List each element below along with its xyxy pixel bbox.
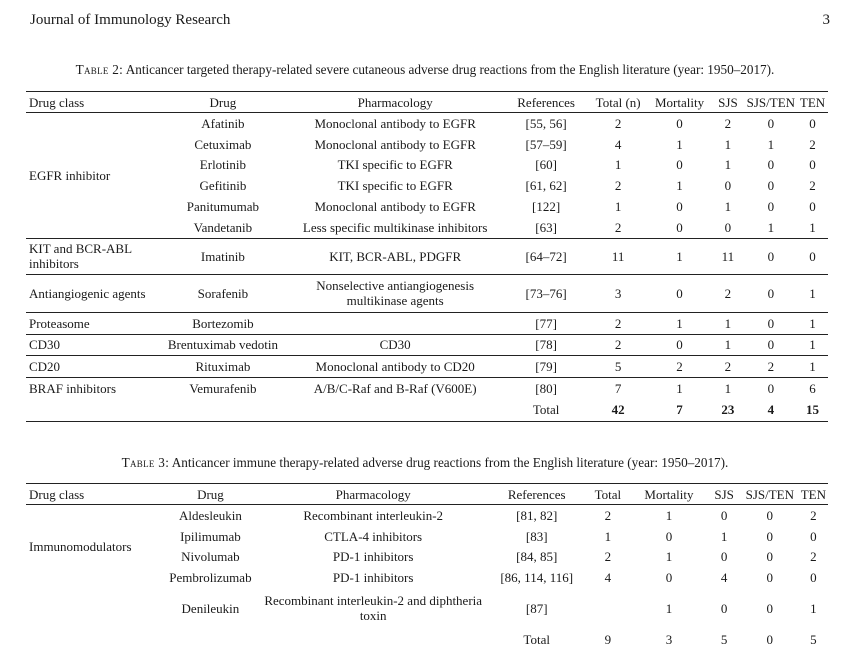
mortality-cell: 1 — [676, 136, 683, 152]
references-cell: [55, 56] — [525, 115, 567, 131]
table-row — [26, 378, 828, 399]
references-cell: [84, 85] — [516, 549, 558, 565]
sjs-cell: 1 — [711, 334, 744, 356]
ten-cell: 6 — [797, 378, 828, 399]
pharmacology-cell: CTLA-4 inhibitors — [324, 528, 423, 544]
references-cell: [79] — [504, 356, 589, 378]
col-sjs: SJS — [711, 92, 744, 113]
ten-cell: 2 — [810, 549, 817, 565]
drug-cell: Imatinib — [159, 238, 286, 274]
table-row — [26, 356, 828, 378]
drug-class-cell: Immunomodulators — [29, 539, 132, 555]
total-cell: 7 — [588, 378, 647, 399]
drug-class-cell: BRAF inhibitors — [26, 378, 159, 399]
pharmacology-cell: Monoclonal antibody to CD20 — [287, 356, 504, 378]
references-cell: [63] — [535, 219, 557, 235]
ten-cell: 2 — [809, 136, 816, 152]
total-cell: 9 — [604, 631, 612, 647]
total-cell: 2 — [614, 115, 622, 131]
pharmacology-cell: PD-1 inhibitors — [332, 570, 414, 586]
sjs-ten-cell: 0 — [745, 378, 797, 399]
table-row — [26, 238, 828, 274]
ten-cell: 1 — [797, 356, 828, 378]
ten-cell: 0 — [810, 528, 817, 544]
ten-cell: 2 — [809, 178, 816, 194]
drug-cell: Erlotinib — [199, 157, 247, 173]
mortality-cell: 0 — [648, 274, 711, 312]
ten-cell: 5 — [810, 631, 817, 647]
sjs-ten-cell: 4 — [745, 399, 797, 422]
drug-cell: Vemurafenib — [159, 378, 286, 399]
sjs-ten-cell: 0 — [766, 549, 774, 565]
sjs-ten-cell: 0 — [766, 507, 774, 523]
sjs-ten-cell: 0 — [767, 178, 775, 194]
references-cell: [77] — [504, 312, 589, 334]
total-label: Total — [504, 399, 589, 422]
drug-cell: Ipilimumab — [180, 528, 241, 544]
col-drug-class: Drug class — [26, 484, 163, 505]
sjs-cell: 1 — [724, 199, 732, 215]
pharmacology-cell: Recombinant interleukin-2 — [303, 507, 444, 523]
mortality-cell: 0 — [665, 528, 673, 544]
running-head — [30, 12, 830, 29]
pharmacology-cell: Recombinant interleukin-2 and diphtheria toxin — [264, 593, 483, 624]
ten-cell: 1 — [809, 219, 816, 235]
drug-cell: Sorafenib — [159, 274, 286, 312]
drug-class-cell: Antiangiogenic agents — [26, 274, 159, 312]
sjs-ten-cell: 0 — [745, 334, 797, 356]
references-cell: [83] — [525, 528, 548, 544]
table-row — [26, 334, 828, 356]
drug-class-cell: CD30 — [26, 334, 159, 356]
drug-cell: Panitumumab — [186, 199, 260, 215]
total-cell: 1 — [614, 157, 622, 173]
total-cell: 1 — [604, 528, 612, 544]
drug-class-cell: CD20 — [26, 356, 159, 378]
col-pharmacology: Pharmacology — [287, 92, 504, 113]
col-ten: TEN — [799, 484, 828, 505]
sjs-cell: 0 — [724, 219, 732, 235]
mortality-cell: 0 — [665, 570, 673, 586]
references-cell: [87] — [525, 600, 548, 616]
drug-class-cell: EGFR inhibitor — [29, 167, 111, 183]
total-label: Total — [523, 631, 550, 647]
drug-cell: Cetuximab — [194, 136, 252, 152]
col-sjs: SJS — [707, 484, 741, 505]
table-row — [26, 274, 828, 312]
mortality-cell: 7 — [648, 399, 711, 422]
mortality-cell: 0 — [676, 199, 683, 215]
mortality-cell: 0 — [676, 157, 683, 173]
pharmacology-cell: TKI specific to EGFR — [337, 157, 453, 173]
table3-label: Table 3: — [121, 455, 170, 470]
total-cell: 3 — [588, 274, 647, 312]
references-cell: [122] — [532, 199, 561, 215]
table2-header-row — [26, 92, 828, 113]
pharmacology-cell — [287, 312, 504, 334]
drug-cell: Aldesleukin — [179, 507, 242, 523]
journal-title: Journal of Immunology Research — [30, 12, 231, 28]
sjs-ten-cell: 1 — [767, 136, 775, 152]
col-mortality: Mortality — [648, 92, 711, 113]
sjs-ten-cell: 0 — [766, 528, 774, 544]
ten-cell: 0 — [809, 157, 816, 173]
mortality-cell: 1 — [648, 378, 711, 399]
ten-cell: 0 — [809, 199, 816, 215]
drug-cell: Pembrolizumab — [169, 570, 252, 586]
ten-cell: 1 — [797, 274, 828, 312]
pharmacology-cell: Monoclonal antibody to EGFR — [314, 115, 476, 131]
ten-cell: 1 — [797, 334, 828, 356]
col-sjs-ten: SJS/TEN — [745, 92, 797, 113]
sjs-cell: 1 — [724, 157, 732, 173]
col-total: Total (n) — [588, 92, 647, 113]
total-cell: 4 — [604, 570, 612, 586]
table-row — [26, 588, 828, 628]
drug-cell: Vandetanib — [193, 219, 253, 235]
sjs-ten-cell: 0 — [745, 238, 797, 274]
col-references: References — [488, 484, 585, 505]
table-row — [26, 312, 828, 334]
ten-cell: 0 — [797, 238, 828, 274]
sjs-ten-cell: 0 — [767, 157, 775, 173]
page-number: 3 — [822, 12, 830, 28]
ten-cell: 0 — [809, 115, 816, 131]
col-sjs-ten: SJS/TEN — [741, 484, 799, 505]
pharmacology-cell: Monoclonal antibody to EGFR — [314, 136, 476, 152]
mortality-cell: 1 — [648, 312, 711, 334]
drug-cell: Bortezomib — [159, 312, 286, 334]
total-cell: 2 — [614, 178, 622, 194]
mortality-cell: 1 — [665, 600, 673, 616]
mortality-cell: 3 — [665, 631, 673, 647]
sjs-cell: 11 — [711, 238, 744, 274]
sjs-cell: 1 — [711, 312, 744, 334]
table2-total-row — [26, 399, 828, 422]
mortality-cell: 1 — [665, 507, 673, 523]
drug-cell: Rituximab — [159, 356, 286, 378]
references-cell: [60] — [535, 157, 557, 173]
total-cell: 5 — [588, 356, 647, 378]
sjs-ten-cell: 0 — [767, 115, 775, 131]
col-drug: Drug — [159, 92, 286, 113]
table3-total-row — [26, 628, 828, 650]
total-cell: 2 — [604, 507, 612, 523]
table3-caption — [0, 455, 850, 471]
sjs-cell: 2 — [724, 115, 732, 131]
references-cell: [61, 62] — [525, 178, 567, 194]
drug-cell: Brentuximab vedotin — [159, 334, 286, 356]
drug-class-cell: Proteasome — [26, 312, 159, 334]
sjs-ten-cell: 1 — [767, 219, 775, 235]
total-cell: 2 — [614, 219, 622, 235]
pharmacology-cell: Nonselective antiangiogenesis multikinase agents — [287, 274, 504, 312]
pharmacology-cell: Less specific multikinase inhibitors — [302, 219, 488, 235]
sjs-ten-cell: 0 — [766, 570, 774, 586]
table2 — [26, 91, 828, 422]
sjs-cell: 0 — [724, 178, 732, 194]
sjs-ten-cell: 2 — [745, 356, 797, 378]
references-cell: [73–76] — [504, 274, 589, 312]
sjs-cell: 1 — [720, 528, 728, 544]
table-row — [26, 113, 828, 134]
total-cell: 2 — [588, 312, 647, 334]
sjs-cell: 4 — [720, 570, 728, 586]
sjs-cell: 0 — [720, 600, 728, 616]
references-cell: [86, 114, 116] — [500, 570, 574, 586]
drug-cell: Nivolumab — [181, 549, 240, 565]
table3 — [26, 483, 828, 650]
sjs-cell: 5 — [720, 631, 728, 647]
ten-cell: 0 — [810, 570, 817, 586]
sjs-cell: 2 — [711, 274, 744, 312]
col-mortality: Mortality — [631, 484, 708, 505]
pharmacology-cell: Monoclonal antibody to EGFR — [314, 199, 476, 215]
drug-class-cell: KIT and BCR-ABL inhibitors — [26, 238, 159, 274]
mortality-cell: 1 — [676, 178, 683, 194]
pharmacology-cell: CD30 — [287, 334, 504, 356]
references-cell: [78] — [504, 334, 589, 356]
table2-label: Table 2: — [75, 62, 124, 77]
total-cell: 2 — [604, 549, 612, 565]
drug-cell: Afatinib — [201, 115, 245, 131]
col-pharmacology: Pharmacology — [258, 484, 488, 505]
ten-cell: 1 — [810, 600, 817, 616]
sjs-cell: 23 — [711, 399, 744, 422]
mortality-cell: 1 — [648, 238, 711, 274]
ten-cell: 2 — [810, 507, 817, 523]
table2-caption — [0, 62, 850, 78]
references-cell: [80] — [504, 378, 589, 399]
sjs-cell: 1 — [724, 136, 732, 152]
sjs-cell: 1 — [711, 378, 744, 399]
mortality-cell: 2 — [648, 356, 711, 378]
sjs-cell: 0 — [720, 507, 728, 523]
references-cell: [81, 82] — [516, 507, 558, 523]
total-cell: 4 — [614, 136, 622, 152]
total-cell: 1 — [614, 199, 622, 215]
mortality-cell: 0 — [676, 219, 683, 235]
col-references: References — [504, 92, 589, 113]
table3-caption-text: Anticancer immune therapy-related adverse drug reactions from the English literature (year: 1950–2017). — [171, 455, 729, 470]
col-total: Total — [585, 484, 630, 505]
total-cell: 42 — [588, 399, 647, 422]
drug-cell: Denileukin — [181, 600, 240, 616]
mortality-cell: 0 — [648, 334, 711, 356]
pharmacology-cell: TKI specific to EGFR — [337, 178, 453, 194]
mortality-cell: 1 — [665, 549, 673, 565]
sjs-ten-cell: 0 — [767, 199, 775, 215]
pharmacology-cell: PD-1 inhibitors — [332, 549, 414, 565]
pharmacology-cell: A/B/C-Raf and B-Raf (V600E) — [287, 378, 504, 399]
table-row — [26, 505, 828, 526]
col-drug-class: Drug class — [26, 92, 159, 113]
col-ten: TEN — [797, 92, 828, 113]
references-cell: [57–59] — [525, 136, 567, 152]
mortality-cell: 0 — [676, 115, 683, 131]
total-cell: 11 — [588, 238, 647, 274]
table2-caption-text: Anticancer targeted therapy-related severe cutaneous adverse drug reactions from the English literature (year: 1950–2017). — [125, 62, 775, 77]
pharmacology-cell: KIT, BCR-ABL, PDGFR — [287, 238, 504, 274]
sjs-ten-cell: 0 — [766, 631, 774, 647]
total-cell — [585, 588, 630, 628]
drug-cell: Gefitinib — [199, 178, 247, 194]
sjs-cell: 2 — [711, 356, 744, 378]
sjs-ten-cell: 0 — [745, 274, 797, 312]
ten-cell: 15 — [797, 399, 828, 422]
table3-header-row — [26, 484, 828, 505]
references-cell: [64–72] — [504, 238, 589, 274]
total-cell: 2 — [588, 334, 647, 356]
sjs-cell: 0 — [720, 549, 728, 565]
col-drug: Drug — [163, 484, 259, 505]
sjs-ten-cell: 0 — [766, 600, 774, 616]
ten-cell: 1 — [797, 312, 828, 334]
sjs-ten-cell: 0 — [745, 312, 797, 334]
